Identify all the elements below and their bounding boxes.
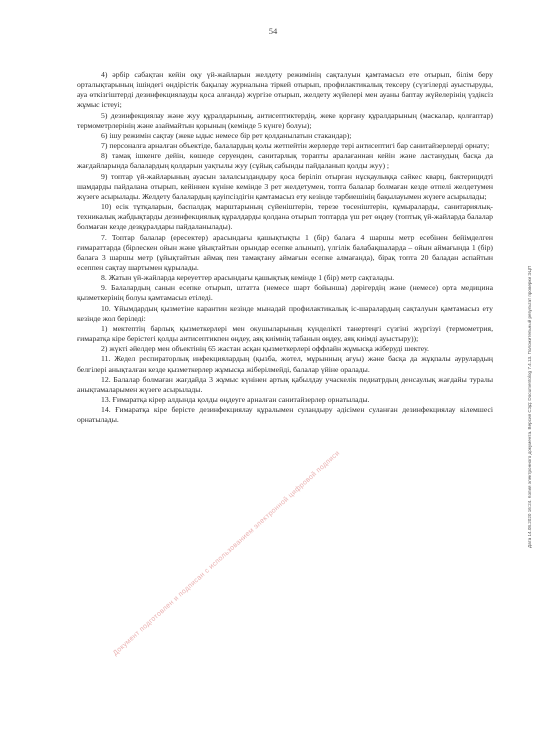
paragraph: 6) ішу режимін сақтау (жеке ыдыс немесе бір рет қолданылатын стакандар);: [101, 130, 352, 140]
paragraph: 7. Топтар балалар (ересектер) арасындағы қашықтықты 1 (бір) балаға 4 шаршы метр есебінен бейімделген ғимараттарда (бірлескен ойын және ұйықтайтын орындар есепке алынып), үлгілік балабақшаларда – ойын аймағында 1 (бір) балаға 3 шаршы метр (ұйықтайтын аймақ пен тамақтану аймағын есепке алмағанда), бірақ топта 20 баладан аспайтын есеппен сақтау шартымен құрылады.: [77, 232, 493, 272]
paragraph: 9) топтар үй-жайларының ауасын залалсыздандыру қоса беріліп отырған нұсқаулыққа сәйкес кварц, бактерицидті шамдарды пайдалана отырып, кейіннен күніне кемінде 3 рет желдетумен, топта балалар болмаған кезде өтпелі желдетумен жүзеге асырылады. Желдету балалардың қауіпсіздігін қамтамасыз ету кезінде тәрбиешінің бақылауымен жүзеге асырылады;: [77, 171, 493, 201]
document-body: [77, 70, 493, 425]
paragraph: 1) мектептің барлық қызметкерлері мен окушыларының күнделікті танертеңгі сүзгіні жүргізуі (термометрия, ғимаратқа кіре берістегі қолды антисептикпен өңдеу, аяқ киімнің табанын өңдеу, аяқ киімді ауыстыру));: [77, 323, 493, 344]
paragraph: 8) тамақ ішкенге дейін, көшеде серуенден, санитарлық торапты аралағаннан кейін және ластанудың басқа да жағдайларында балалардың қолдарын уақтылы жуу (сұйық сабынды пайдаланып қолды жуу) ;: [77, 151, 493, 171]
paragraph: 2) жүкті әйелдер мен объектінің 65 жастан асқан қызметкерлері оффлайн жұмысқа жіберуді шектеу.: [101, 344, 429, 354]
paragraph: 11. Жедел респираторлық инфекциялардың (қызба, жөтел, мұрынның ағуы) және басқа да жұқпалы аурулардың белгілері анықталған кезде қызметкерлер жұмысқа жіберілмейді, балалар үйіне оралады.: [77, 354, 493, 374]
paragraph: 5) дезинфекциялау және жуу құралдарының, антисептиктердің, жеке қорғану құралдарының (маскалар, қолғаптар) термометрлерінің және азаймайтын қорының (кемінде 5 күнге) болуы);: [77, 110, 493, 130]
paragraph: 14. Ғимаратқа кіре берісте дезинфекциялау құралымен суландыру әдісімен суланған дезинфекциялау кілемшесі орнатылады.: [77, 405, 493, 425]
paragraph: 10. Ұйымдардың қызметіне карантин кезінде мынадай профилактикалық іс-шаралардың сақталуын қамтамасыз ету кезінде жол беріледі:: [77, 303, 493, 323]
paragraph: 4) әрбір сабақтан кейін оқу үй-жайларын желдету режимінің сақталуын қамтамасыз ете отырып, білім беру орталықтарының ішіндегі өндірістік бақылау журналына тіркей отырып, профилактикалық тексеру (сүзгілерді ауыстыруды, ауа өткізгіштерді дезинфекциялауды қоса алғанда) жүргізе отырып, желдету жүйелері мен ауаны баптау жүйелерінің үздіксіз жұмыс істеуі;: [77, 70, 493, 110]
paragraph: 9. Балалардың санын есепке отырып, штатта (немесе шарт бойынша) дәрігердің және (немесе) орта медицина қызметкерінің болуы қамтамасыз етіледі.: [77, 283, 493, 303]
paragraph: 10) есік тұтқаларын, баспалдақ марштарының сүйеніштерін, терезе төсеніштерін, құмыраларды, санитариялық-техникалық жабдықтарды дезинфекциялық құралдарды қолдана отырып топтарда үш рет өңдеу (топтық үй-жайларда балалар болмаған кезде дезқұралдары пайдаланылады).: [77, 202, 493, 232]
paragraph: 13. Ғимаратқа кірер алдында қолды өңдеуге арналған санитайзерлер орнатылады.: [101, 395, 370, 404]
page-number: 54: [268, 26, 278, 36]
paragraph: 8. Жатын үй-жайларда кереуеттер арасындағы қашықтық кемінде 1 (бір) метр сақталады.: [101, 273, 395, 283]
paragraph: 7) персоналға арналған объектіде, балалардың қолы жетпейтін жерлерде тері антисептигі бар санитайзерлерді орнату;: [101, 141, 490, 151]
document-verification-note: [527, 266, 532, 548]
paragraph: 12. Балалар болмаған жағдайда 3 жұмыс күнінен артық қабылдау учаскелік педиатрдың денсаулық жағдайы туралы анықтамаларымен жүзеге асырылады.: [77, 374, 493, 394]
verification-text: Дата 14.08.2020 16:24. Копия электронного документа. Версия СЭД: Documentolog 7.4.13. Положительный результат проверки ЭЦП: [527, 265, 532, 548]
signature-watermark: Документ подготовлен и подписан с использованием электронной цифровой подписи: [112, 449, 342, 658]
